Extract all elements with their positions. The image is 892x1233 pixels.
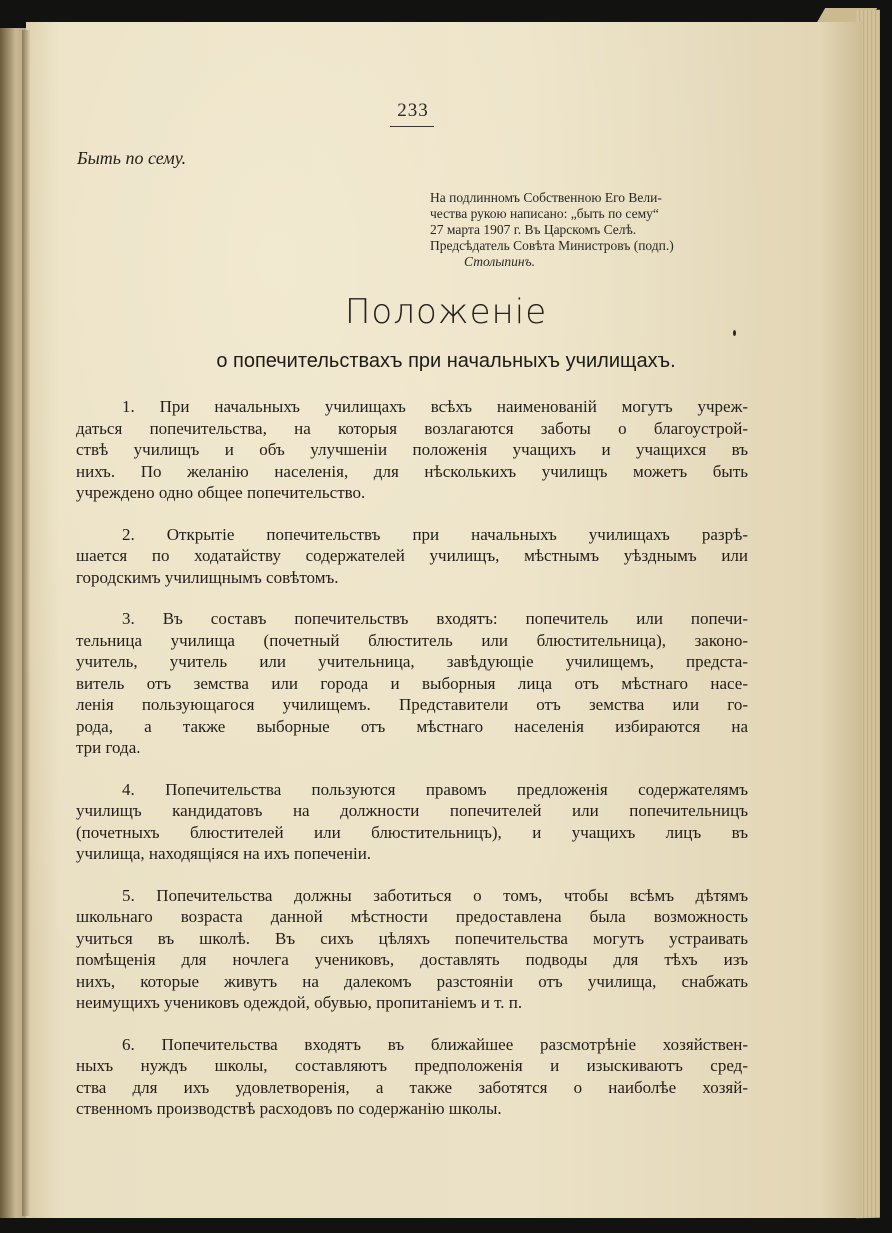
page-number-underline xyxy=(390,126,434,127)
text-line: (почетныхъ блюстителей или блюстительницъ), и учащихъ лицъ въ xyxy=(76,822,748,842)
text-line: училища, находящіяся на ихъ попеченіи. xyxy=(76,844,372,863)
text-line: 4. Попечительства пользуются правомъ предложенія содержателямъ xyxy=(122,779,748,799)
text-line: витель отъ земства или города и выборныя лица отъ мѣстнаго насе- xyxy=(76,673,748,693)
text-line: нихъ. По желанію населенія, для нѣсколькихъ училищъ можетъ быть xyxy=(76,461,748,481)
text-line: нихъ, которые живутъ на далекомъ разстояніи отъ училища, снабжать xyxy=(76,971,748,991)
text-line: помѣщенія для ночлега учениковъ, доставлять подводы для тѣхъ изъ xyxy=(76,950,748,969)
paragraph-4 xyxy=(76,779,748,865)
ink-speck xyxy=(733,330,736,336)
text-line: рода, а также выборные отъ мѣстнаго населенія избираются на xyxy=(76,716,748,736)
text-line: 5. Попечительства должны заботиться о томъ, чтобы всѣмъ дѣтямъ xyxy=(122,885,748,905)
text-line: учитель, учитель или учительница, завѣдующіе училищемъ, предста- xyxy=(76,652,748,671)
paragraph-1 xyxy=(76,396,748,504)
text-line: ства для ихъ удовлетворенія, а также заботятся о наиболѣе хозяй- xyxy=(76,1077,748,1097)
text-line: 6. Попечительства входятъ въ ближайшее разсмотрѣніе хозяйствен- xyxy=(122,1034,748,1054)
signature-note xyxy=(430,190,760,270)
text-line: городскимъ училищнымъ совѣтомъ. xyxy=(76,567,339,587)
text-line: ственномъ производствѣ расходовъ по содержанію школы. xyxy=(76,1099,502,1118)
note-line: Предсѣдатель Совѣта Министровъ (подп.) xyxy=(430,238,674,253)
text-line: три года. xyxy=(76,738,141,757)
text-line: учиться въ школѣ. Въ сихъ цѣляхъ попечительства могутъ устраивать xyxy=(76,928,748,948)
spine-shadow xyxy=(22,30,30,1216)
text-line: ныхъ нуждъ школы, составляютъ предположенія и изыскиваютъ сред- xyxy=(76,1056,748,1075)
paragraph-5 xyxy=(76,885,748,1014)
note-signature: Столыпинъ. xyxy=(464,254,535,269)
text-line: училищъ кандидатовъ на должности попечителей или попечительницъ xyxy=(76,801,748,820)
page-number: 233 xyxy=(397,100,429,121)
text-line: школьнаго возраста данной мѣстности предоставлена была возможность xyxy=(76,907,748,926)
text-line: неимущихъ учениковъ одеждой, обувью, пропитаніемъ и т. п. xyxy=(76,993,523,1012)
text-line: тельница училища (почетный блюститель или блюстительница), законо- xyxy=(76,630,748,650)
paragraph-6 xyxy=(76,1034,748,1120)
text-line: ствѣ училищъ и объ улучшеніи положенія учащихъ и учащихся въ xyxy=(76,440,748,459)
text-line: ленія пользующагося училищемъ. Представители отъ земства или го- xyxy=(76,695,748,714)
document-subtitle: о попечительствахъ при начальныхъ училищахъ. xyxy=(216,350,676,372)
imperial-approval: Быть по сему. xyxy=(77,148,187,168)
note-line: На подлинномъ Собственною Его Вели- xyxy=(430,190,662,205)
document-body xyxy=(76,396,748,1140)
text-line: 1. При начальныхъ училищахъ всѣхъ наименованій могутъ учреж- xyxy=(122,397,748,416)
note-line: чества рукою написано: „быть по сему“ xyxy=(430,206,659,221)
paragraph-2 xyxy=(76,524,748,589)
note-line: 27 марта 1907 г. Въ Царскомъ Селѣ. xyxy=(430,222,637,237)
text-line: 3. Въ составъ попечительствъ входятъ: попечитель или попечи- xyxy=(122,609,748,628)
text-line: даться попечительства, на которыя возлагаются заботы о благоустрой- xyxy=(76,418,748,438)
text-line: шается по ходатайству содержателей училищъ, мѣстнымъ уѣзднымъ или xyxy=(76,546,748,565)
document-title: Положеніе xyxy=(344,292,548,332)
paragraph-3 xyxy=(76,608,748,759)
text-line: учреждено одно общее попечительство. xyxy=(76,483,366,502)
text-line: 2. Открытіе попечительствъ при начальныхъ училищахъ разрѣ- xyxy=(122,524,748,544)
